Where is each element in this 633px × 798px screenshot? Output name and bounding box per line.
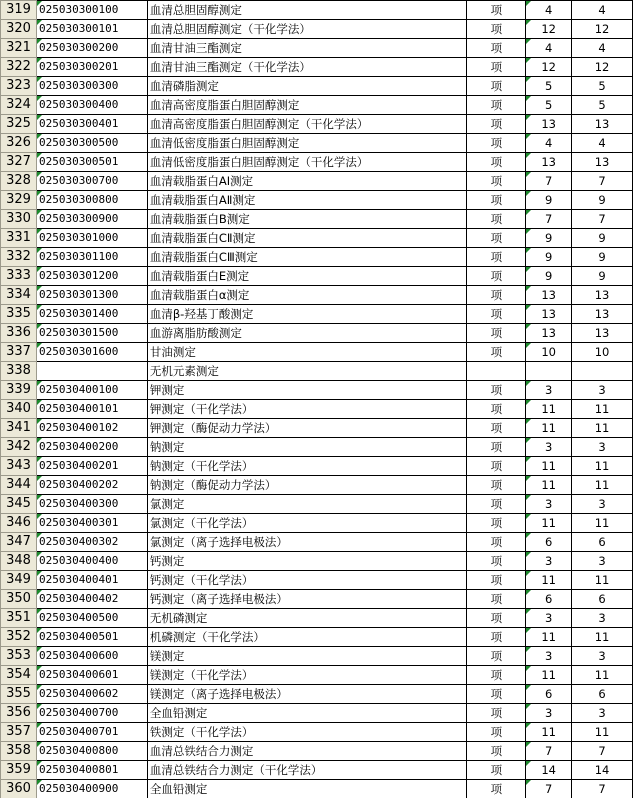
table-row [1, 362, 633, 381]
cell-price-2[interactable]: 13 [572, 153, 633, 172]
row-header[interactable]: 341 [1, 419, 37, 438]
cell-price-2[interactable]: 7 [572, 210, 633, 229]
cell-unit[interactable]: 项 [467, 153, 526, 172]
table-row [1, 723, 633, 742]
cell-price-2[interactable]: 7 [572, 172, 633, 191]
cell-price-1[interactable]: 7 [526, 210, 572, 229]
cell-price-1[interactable]: 3 [526, 609, 572, 628]
cell-unit[interactable]: 项 [467, 381, 526, 400]
cell-unit[interactable]: 项 [467, 210, 526, 229]
cell-price-1[interactable]: 14 [526, 761, 572, 780]
cell-item-name[interactable]: 血清载脂蛋白E测定 [147, 267, 467, 286]
table-row [1, 58, 633, 77]
table-row [1, 286, 633, 305]
cell-price-2[interactable]: 13 [572, 305, 633, 324]
cell-item-name[interactable]: 无机元素测定 [147, 362, 467, 381]
cell-price-1[interactable] [526, 362, 572, 381]
cell-price-2[interactable]: 11 [572, 628, 633, 647]
cell-unit[interactable]: 项 [467, 191, 526, 210]
cell-price-2[interactable]: 4 [572, 1, 633, 20]
cell-item-code[interactable] [36, 362, 147, 381]
row-header[interactable]: 358 [1, 742, 37, 761]
cell-item-code[interactable]: 025030300201 [36, 58, 147, 77]
cell-price-2[interactable]: 9 [572, 267, 633, 286]
cell-item-code[interactable]: 025030400102 [36, 419, 147, 438]
cell-price-1[interactable]: 11 [526, 628, 572, 647]
table-row [1, 685, 633, 704]
cell-item-name[interactable]: 血清载脂蛋白AⅠ测定 [147, 172, 467, 191]
cell-item-name[interactable]: 血清低密度脂蛋白胆固醇测定 [147, 134, 467, 153]
cell-item-name[interactable]: 甘油测定 [147, 343, 467, 362]
cell-item-code[interactable]: 025030301200 [36, 267, 147, 286]
cell-price-1[interactable]: 3 [526, 647, 572, 666]
cell-unit[interactable]: 项 [467, 400, 526, 419]
cell-item-name[interactable]: 血清磷脂测定 [147, 77, 467, 96]
cell-price-1[interactable]: 11 [526, 419, 572, 438]
cell-unit[interactable]: 项 [467, 172, 526, 191]
row-header[interactable]: 329 [1, 191, 37, 210]
cell-price-2[interactable]: 3 [572, 381, 633, 400]
cell-price-1[interactable]: 13 [526, 324, 572, 343]
cell-unit[interactable]: 项 [467, 267, 526, 286]
table-row [1, 457, 633, 476]
table-row [1, 172, 633, 191]
cell-item-name[interactable]: 钙测定（离子选择电极法） [147, 590, 467, 609]
cell-item-code[interactable]: 025030300800 [36, 191, 147, 210]
row-header[interactable]: 327 [1, 153, 37, 172]
row-header[interactable]: 357 [1, 723, 37, 742]
cell-price-2[interactable]: 11 [572, 457, 633, 476]
cell-price-2[interactable]: 13 [572, 286, 633, 305]
cell-unit[interactable]: 项 [467, 229, 526, 248]
cell-item-code[interactable]: 025030300401 [36, 115, 147, 134]
cell-item-name[interactable]: 镁测定（干化学法） [147, 666, 467, 685]
cell-unit[interactable]: 项 [467, 96, 526, 115]
cell-item-code[interactable]: 025030400301 [36, 514, 147, 533]
cell-unit[interactable]: 项 [467, 305, 526, 324]
table-row [1, 438, 633, 457]
cell-price-1[interactable]: 7 [526, 172, 572, 191]
cell-item-name[interactable]: 钙测定（干化学法） [147, 571, 467, 590]
cell-item-name[interactable]: 血清载脂蛋白B测定 [147, 210, 467, 229]
cell-item-name[interactable]: 钠测定（干化学法） [147, 457, 467, 476]
row-header[interactable]: 326 [1, 134, 37, 153]
cell-price-2[interactable]: 11 [572, 476, 633, 495]
cell-price-2[interactable]: 7 [572, 780, 633, 798]
cell-price-1[interactable]: 9 [526, 191, 572, 210]
cell-price-1[interactable]: 13 [526, 153, 572, 172]
cell-unit[interactable]: 项 [467, 590, 526, 609]
cell-price-1[interactable]: 3 [526, 552, 572, 571]
cell-price-1[interactable]: 13 [526, 286, 572, 305]
cell-item-code[interactable]: 025030301500 [36, 324, 147, 343]
cell-price-1[interactable]: 9 [526, 248, 572, 267]
cell-unit[interactable]: 项 [467, 666, 526, 685]
cell-item-name[interactable]: 钾测定（干化学法） [147, 400, 467, 419]
cell-price-2[interactable]: 10 [572, 343, 633, 362]
cell-unit[interactable]: 项 [467, 324, 526, 343]
cell-item-code[interactable]: 025030400100 [36, 381, 147, 400]
table-row [1, 552, 633, 571]
cell-price-2[interactable]: 13 [572, 115, 633, 134]
cell-unit[interactable]: 项 [467, 723, 526, 742]
cell-unit[interactable]: 项 [467, 134, 526, 153]
table-row [1, 343, 633, 362]
cell-item-code[interactable]: 025030400701 [36, 723, 147, 742]
row-header[interactable]: 352 [1, 628, 37, 647]
row-header[interactable]: 322 [1, 58, 37, 77]
cell-item-code[interactable]: 025030400300 [36, 495, 147, 514]
cell-unit[interactable]: 项 [467, 1, 526, 20]
cell-price-1[interactable]: 4 [526, 39, 572, 58]
cell-item-name[interactable]: 氯测定 [147, 495, 467, 514]
cell-price-1[interactable]: 3 [526, 495, 572, 514]
row-header[interactable]: 345 [1, 495, 37, 514]
cell-item-name[interactable]: 血清总铁结合力测定（干化学法） [147, 761, 467, 780]
table-row [1, 761, 633, 780]
cell-item-name[interactable]: 氯测定（干化学法） [147, 514, 467, 533]
cell-price-2[interactable]: 6 [572, 590, 633, 609]
row-header[interactable]: 338 [1, 362, 37, 381]
table-row [1, 248, 633, 267]
table-row [1, 628, 633, 647]
cell-price-2[interactable]: 11 [572, 514, 633, 533]
cell-item-code[interactable]: 025030400201 [36, 457, 147, 476]
cell-unit[interactable]: 项 [467, 609, 526, 628]
row-header[interactable]: 321 [1, 39, 37, 58]
cell-price-2[interactable]: 9 [572, 191, 633, 210]
cell-item-code[interactable]: 025030300101 [36, 20, 147, 39]
cell-item-code[interactable]: 025030400501 [36, 628, 147, 647]
table-row [1, 400, 633, 419]
cell-item-name[interactable]: 钙测定 [147, 552, 467, 571]
cell-unit[interactable] [467, 362, 526, 381]
row-header[interactable]: 324 [1, 96, 37, 115]
row-header[interactable]: 335 [1, 305, 37, 324]
cell-item-code[interactable]: 025030300200 [36, 39, 147, 58]
cell-item-code[interactable]: 025030301600 [36, 343, 147, 362]
cell-item-name[interactable]: 全血铅测定 [147, 704, 467, 723]
row-header[interactable]: 349 [1, 571, 37, 590]
cell-price-2[interactable]: 9 [572, 229, 633, 248]
cell-item-name[interactable]: 机磷测定（干化学法） [147, 628, 467, 647]
cell-price-1[interactable]: 6 [526, 590, 572, 609]
cell-item-code[interactable]: 025030300400 [36, 96, 147, 115]
cell-price-2[interactable] [572, 362, 633, 381]
cell-price-1[interactable]: 5 [526, 96, 572, 115]
table-row [1, 495, 633, 514]
cell-price-2[interactable]: 11 [572, 419, 633, 438]
cell-price-1[interactable]: 13 [526, 115, 572, 134]
cell-price-1[interactable]: 7 [526, 742, 572, 761]
cell-item-code[interactable]: 025030301300 [36, 286, 147, 305]
cell-price-1[interactable]: 11 [526, 571, 572, 590]
cell-price-2[interactable]: 5 [572, 96, 633, 115]
cell-price-1[interactable]: 4 [526, 134, 572, 153]
cell-price-2[interactable]: 4 [572, 134, 633, 153]
cell-item-name[interactable]: 血游离脂肪酸测定 [147, 324, 467, 343]
cell-price-1[interactable]: 9 [526, 267, 572, 286]
table-row [1, 476, 633, 495]
table-row [1, 381, 633, 400]
cell-item-name[interactable]: 钾测定 [147, 381, 467, 400]
cell-item-name[interactable]: 血清载脂蛋白CⅡ测定 [147, 229, 467, 248]
cell-item-name[interactable]: 铁测定（干化学法） [147, 723, 467, 742]
cell-item-name[interactable]: 血清高密度脂蛋白胆固醇测定 [147, 96, 467, 115]
cell-unit[interactable]: 项 [467, 761, 526, 780]
cell-price-2[interactable]: 6 [572, 533, 633, 552]
row-header[interactable]: 320 [1, 20, 37, 39]
cell-item-name[interactable]: 血清总铁结合力测定 [147, 742, 467, 761]
cell-item-name[interactable]: 血清β-羟基丁酸测定 [147, 305, 467, 324]
cell-price-1[interactable]: 11 [526, 457, 572, 476]
table-row [1, 229, 633, 248]
table-row [1, 419, 633, 438]
cell-price-2[interactable]: 7 [572, 742, 633, 761]
cell-item-code[interactable]: 025030400602 [36, 685, 147, 704]
cell-price-2[interactable]: 11 [572, 723, 633, 742]
cell-item-code[interactable]: 025030400500 [36, 609, 147, 628]
row-header[interactable]: 319 [1, 1, 37, 20]
cell-price-1[interactable]: 11 [526, 666, 572, 685]
cell-item-code[interactable]: 025030301400 [36, 305, 147, 324]
table-row [1, 1, 633, 20]
table-row [1, 77, 633, 96]
table-row [1, 153, 633, 172]
cell-unit[interactable]: 项 [467, 685, 526, 704]
row-header[interactable]: 340 [1, 400, 37, 419]
table-row [1, 514, 633, 533]
cell-unit[interactable]: 项 [467, 343, 526, 362]
cell-price-1[interactable]: 12 [526, 58, 572, 77]
cell-item-name[interactable]: 血清高密度脂蛋白胆固醇测定（干化学法） [147, 115, 467, 134]
cell-item-code[interactable]: 025030400800 [36, 742, 147, 761]
cell-item-code[interactable]: 025030300500 [36, 134, 147, 153]
row-header[interactable]: 348 [1, 552, 37, 571]
row-header[interactable]: 355 [1, 685, 37, 704]
cell-price-2[interactable]: 3 [572, 438, 633, 457]
cell-unit[interactable]: 项 [467, 628, 526, 647]
row-header[interactable]: 333 [1, 267, 37, 286]
cell-item-code[interactable]: 025030400400 [36, 552, 147, 571]
cell-item-code[interactable]: 025030400700 [36, 704, 147, 723]
cell-price-2[interactable]: 9 [572, 248, 633, 267]
cell-item-code[interactable]: 025030400401 [36, 571, 147, 590]
cell-price-1[interactable]: 13 [526, 305, 572, 324]
table-row [1, 134, 633, 153]
cell-unit[interactable]: 项 [467, 248, 526, 267]
cell-item-code[interactable]: 025030301000 [36, 229, 147, 248]
cell-unit[interactable]: 项 [467, 77, 526, 96]
cell-price-2[interactable]: 3 [572, 495, 633, 514]
row-header[interactable]: 331 [1, 229, 37, 248]
cell-item-code[interactable]: 025030400402 [36, 590, 147, 609]
row-header[interactable]: 332 [1, 248, 37, 267]
cell-item-name[interactable]: 钠测定（酶促动力学法） [147, 476, 467, 495]
cell-price-1[interactable]: 5 [526, 77, 572, 96]
cell-price-1[interactable]: 3 [526, 438, 572, 457]
cell-price-1[interactable]: 11 [526, 514, 572, 533]
cell-price-1[interactable]: 3 [526, 381, 572, 400]
cell-unit[interactable]: 项 [467, 704, 526, 723]
cell-unit[interactable]: 项 [467, 780, 526, 798]
table-row [1, 647, 633, 666]
row-header[interactable]: 347 [1, 533, 37, 552]
cell-unit[interactable]: 项 [467, 438, 526, 457]
cell-item-code[interactable]: 025030400900 [36, 780, 147, 798]
cell-unit[interactable]: 项 [467, 419, 526, 438]
cell-price-2[interactable]: 11 [572, 400, 633, 419]
cell-item-code[interactable]: 025030400801 [36, 761, 147, 780]
cell-price-1[interactable]: 4 [526, 1, 572, 20]
cell-unit[interactable]: 项 [467, 115, 526, 134]
row-header[interactable]: 334 [1, 286, 37, 305]
cell-price-2[interactable]: 6 [572, 685, 633, 704]
cell-item-code[interactable]: 025030300501 [36, 153, 147, 172]
cell-unit[interactable]: 项 [467, 533, 526, 552]
cell-item-code[interactable]: 025030400200 [36, 438, 147, 457]
table-row [1, 267, 633, 286]
row-header[interactable]: 337 [1, 343, 37, 362]
cell-price-2[interactable]: 3 [572, 647, 633, 666]
row-header[interactable]: 339 [1, 381, 37, 400]
table-row [1, 96, 633, 115]
cell-item-name[interactable]: 血清载脂蛋白α测定 [147, 286, 467, 305]
table-row [1, 704, 633, 723]
table-row [1, 210, 633, 229]
cell-unit[interactable]: 项 [467, 39, 526, 58]
cell-price-1[interactable]: 11 [526, 400, 572, 419]
cell-item-name[interactable]: 血清载脂蛋白AⅡ测定 [147, 191, 467, 210]
cell-price-1[interactable]: 11 [526, 476, 572, 495]
cell-item-name[interactable]: 血清载脂蛋白CⅢ测定 [147, 248, 467, 267]
table-row [1, 305, 633, 324]
row-header[interactable]: 336 [1, 324, 37, 343]
table-row [1, 742, 633, 761]
row-header[interactable]: 325 [1, 115, 37, 134]
cell-item-name[interactable]: 氯测定（离子选择电极法） [147, 533, 467, 552]
table-row [1, 533, 633, 552]
cell-item-name[interactable]: 血清低密度脂蛋白胆固醇测定（干化学法） [147, 153, 467, 172]
table-row [1, 115, 633, 134]
row-header[interactable]: 351 [1, 609, 37, 628]
cell-unit[interactable]: 项 [467, 286, 526, 305]
cell-price-1[interactable]: 11 [526, 723, 572, 742]
cell-unit[interactable]: 项 [467, 476, 526, 495]
cell-price-2[interactable]: 4 [572, 39, 633, 58]
cell-item-code[interactable]: 025030301100 [36, 248, 147, 267]
cell-item-code[interactable]: 025030400202 [36, 476, 147, 495]
cell-unit[interactable]: 项 [467, 552, 526, 571]
cell-price-2[interactable]: 3 [572, 609, 633, 628]
row-header[interactable]: 359 [1, 761, 37, 780]
table-row [1, 609, 633, 628]
row-header[interactable]: 343 [1, 457, 37, 476]
cell-item-code[interactable]: 025030300900 [36, 210, 147, 229]
table-row [1, 666, 633, 685]
cell-item-name[interactable]: 钾测定（酶促动力学法） [147, 419, 467, 438]
cell-item-name[interactable]: 无机磷测定 [147, 609, 467, 628]
cell-price-1[interactable]: 7 [526, 780, 572, 798]
table-row [1, 39, 633, 58]
row-header[interactable]: 330 [1, 210, 37, 229]
cell-item-code[interactable]: 025030300100 [36, 1, 147, 20]
cell-item-code[interactable]: 025030300300 [36, 77, 147, 96]
cell-unit[interactable]: 项 [467, 742, 526, 761]
cell-price-2[interactable]: 12 [572, 58, 633, 77]
table-row [1, 191, 633, 210]
cell-price-2[interactable]: 11 [572, 571, 633, 590]
cell-item-code[interactable]: 025030400601 [36, 666, 147, 685]
cell-price-2[interactable]: 12 [572, 20, 633, 39]
row-header[interactable]: 323 [1, 77, 37, 96]
row-header[interactable]: 356 [1, 704, 37, 723]
cell-price-2[interactable]: 5 [572, 77, 633, 96]
cell-price-1[interactable]: 12 [526, 20, 572, 39]
row-header[interactable]: 342 [1, 438, 37, 457]
cell-unit[interactable]: 项 [467, 514, 526, 533]
row-header[interactable]: 354 [1, 666, 37, 685]
cell-unit[interactable]: 项 [467, 647, 526, 666]
cell-item-code[interactable]: 025030400101 [36, 400, 147, 419]
cell-price-2[interactable]: 3 [572, 552, 633, 571]
cell-item-name[interactable]: 血清甘油三酯测定 [147, 39, 467, 58]
cell-unit[interactable]: 项 [467, 58, 526, 77]
cell-price-2[interactable]: 13 [572, 324, 633, 343]
cell-price-1[interactable]: 3 [526, 704, 572, 723]
cell-price-1[interactable]: 6 [526, 533, 572, 552]
row-header[interactable]: 350 [1, 590, 37, 609]
row-header[interactable]: 360 [1, 780, 37, 798]
row-header[interactable]: 328 [1, 172, 37, 191]
table-row [1, 780, 633, 798]
table-row [1, 324, 633, 343]
cell-item-name[interactable]: 镁测定（离子选择电极法） [147, 685, 467, 704]
cell-item-name[interactable]: 钠测定 [147, 438, 467, 457]
cell-unit[interactable]: 项 [467, 457, 526, 476]
row-header[interactable]: 344 [1, 476, 37, 495]
cell-item-code[interactable]: 025030400600 [36, 647, 147, 666]
row-header[interactable]: 353 [1, 647, 37, 666]
cell-item-name[interactable]: 血清总胆固醇测定 [147, 1, 467, 20]
cell-item-code[interactable]: 025030300700 [36, 172, 147, 191]
cell-price-2[interactable]: 3 [572, 704, 633, 723]
cell-price-2[interactable]: 14 [572, 761, 633, 780]
cell-unit[interactable]: 项 [467, 571, 526, 590]
row-header[interactable]: 346 [1, 514, 37, 533]
cell-unit[interactable]: 项 [467, 20, 526, 39]
table-row [1, 571, 633, 590]
cell-item-name[interactable]: 镁测定 [147, 647, 467, 666]
cell-price-1[interactable]: 10 [526, 343, 572, 362]
cell-item-name[interactable]: 全血铅测定 [147, 780, 467, 798]
cell-item-code[interactable]: 025030400302 [36, 533, 147, 552]
table-body [1, 1, 633, 798]
cell-price-1[interactable]: 9 [526, 229, 572, 248]
cell-price-2[interactable]: 11 [572, 666, 633, 685]
cell-price-1[interactable]: 6 [526, 685, 572, 704]
cell-unit[interactable]: 项 [467, 495, 526, 514]
table-row [1, 20, 633, 39]
cell-item-name[interactable]: 血清总胆固醇测定（干化学法） [147, 20, 467, 39]
cell-item-name[interactable]: 血清甘油三酯测定（干化学法） [147, 58, 467, 77]
table-row [1, 590, 633, 609]
